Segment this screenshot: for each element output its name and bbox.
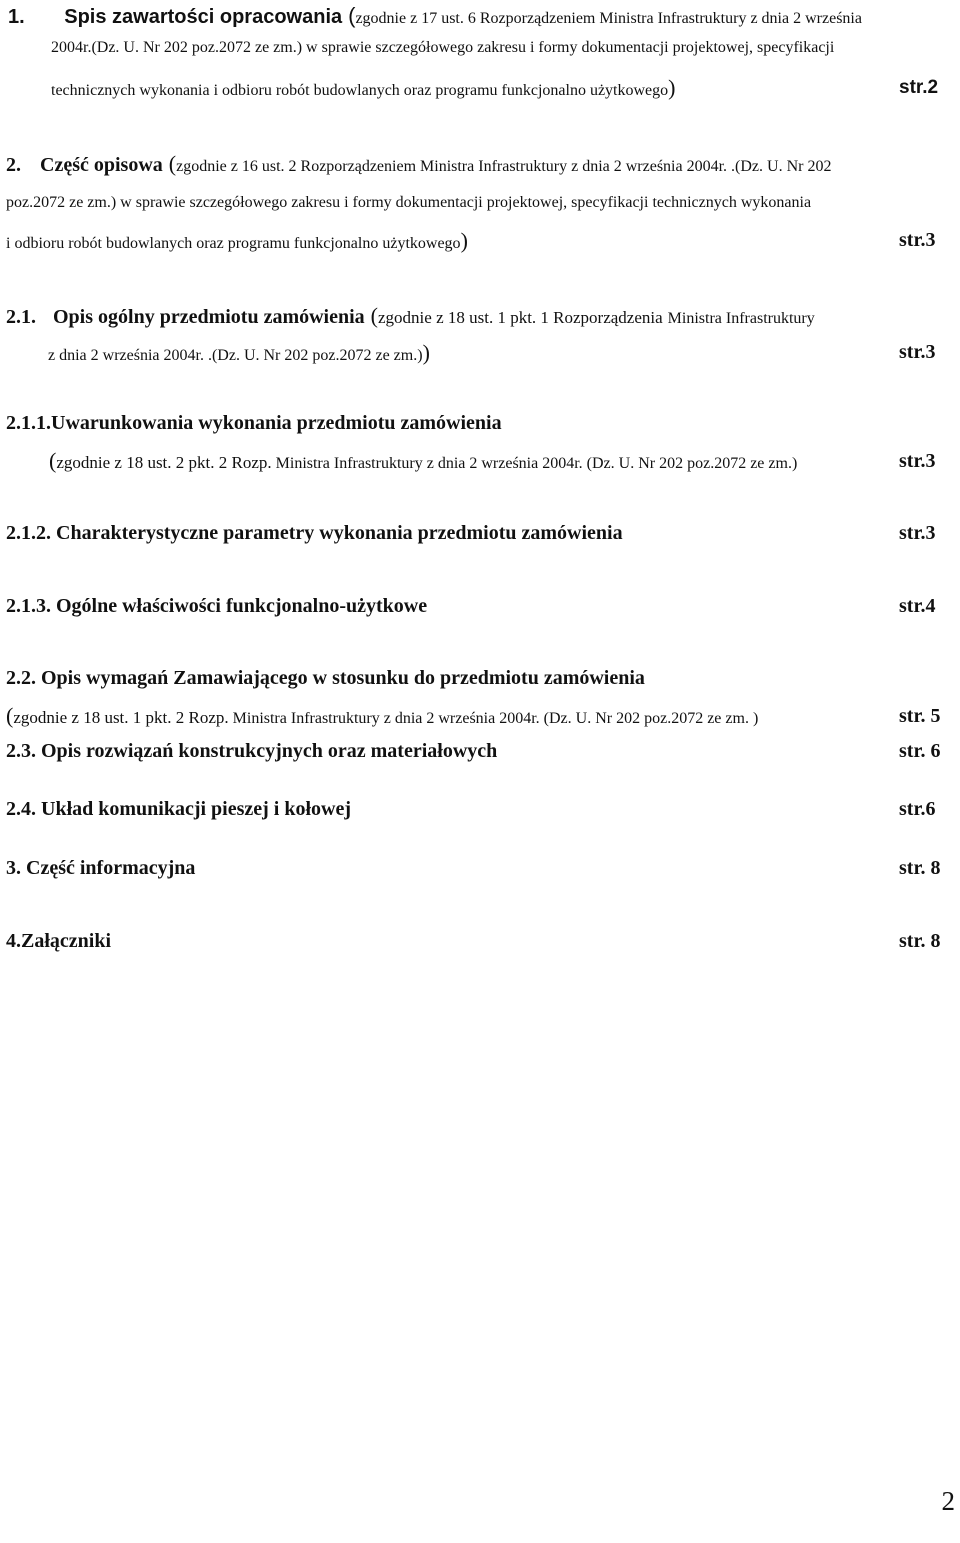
toc-page-ref: str.2 (899, 77, 939, 98)
toc-number: 2.1.3. (6, 595, 51, 617)
toc-reference: zgodnie z 17 ust. 6 Rozporządzeniem Ministra Infrastruktury z dnia 2 września (355, 10, 862, 27)
toc-page-ref: str. 6 (899, 740, 941, 762)
toc-title: Opis ogólny przedmiotu zamówienia (53, 306, 365, 328)
toc-number: 3. (6, 857, 21, 879)
toc-reference: zgodnie z 16 ust. 2 Rozporządzeniem Ministra Infrastruktury z dnia 2 września 2004r. .(Dz. U. Nr 202 (176, 158, 832, 175)
toc-number: 2.1. (6, 306, 36, 328)
toc-page-ref: str. 8 (899, 930, 941, 952)
toc-reference-line: technicznych wykonania i odbioru robót budowlanych oraz programu funkcjonalno użytkowego) (51, 75, 676, 100)
toc-number: 2.3. (6, 740, 36, 762)
toc-page-ref: str. 5 (899, 705, 941, 727)
toc-page-ref: str.3 (899, 450, 936, 472)
toc-reference-line: 2004r.(Dz. U. Nr 202 poz.2072 ze zm.) w sprawie szczegółowego zakresu i formy dokumentacji projektowej, specyfikacji (51, 39, 835, 56)
toc-entry-2-4 (6, 799, 351, 819)
toc-entry-2-1: 2.1. Opis ogólny przedmiotu zamówienia (zgodnie z 18 ust. 1 pkt. 1 Rozporządzenia Ministra Infrastruktury (6, 303, 815, 328)
toc-entry-2-1-3 (6, 596, 427, 616)
toc-entry-2-2 (6, 668, 645, 688)
toc-entry-2: 2. Część opisowa (zgodnie z 16 ust. 2 Rozporządzeniem Ministra Infrastruktury z dnia 2 września 2004r. .(Dz. U. Nr 202 (6, 151, 832, 176)
toc-page-ref: str.3 (899, 522, 936, 544)
toc-title: Opis wymagań Zamawiającego w stosunku do przedmiotu zamówienia (41, 667, 645, 689)
toc-number: 2.1.1. (6, 412, 51, 434)
toc-title: Układ komunikacji pieszej i kołowej (41, 798, 352, 820)
toc-number: 4. (6, 930, 21, 952)
toc-title: Część informacyjna (26, 857, 196, 879)
toc-number: 1. (8, 6, 25, 28)
toc-page-ref: str.6 (899, 798, 936, 820)
toc-entry-2-1-2 (6, 523, 623, 543)
toc-number: 2.2. (6, 667, 36, 689)
toc-reference-line: poz.2072 ze zm.) w sprawie szczegółowego zakresu i formy dokumentacji projektowej, specyfikacji technicznych wykonania (6, 194, 812, 211)
toc-reference: Ministra Infrastruktury (667, 310, 815, 327)
toc-entry-1: 1. Spis zawartości opracowania (zgodnie z 17 ust. 6 Rozporządzeniem Ministra Infrastruktury z dnia 2 września (8, 3, 862, 28)
toc-title: Charakterystyczne parametry wykonania przedmiotu zamówienia (56, 522, 623, 544)
toc-title: Opis rozwiązań konstrukcyjnych oraz materiałowych (41, 740, 498, 762)
toc-number: 2.1.2. (6, 522, 51, 544)
toc-reference-line: (zgodnie z 18 ust. 1 pkt. 2 Rozp. Ministra Infrastruktury z dnia 2 września 2004r. (Dz. U. Nr 202 poz.2072 ze zm. ) (6, 703, 759, 728)
toc-reference: zgodnie z 18 ust. 1 pkt. 1 Rozporządzenia (378, 308, 663, 327)
toc-entry-2-3 (6, 741, 497, 761)
toc-title: Załączniki (21, 930, 112, 952)
toc-page-ref: str.4 (899, 595, 936, 617)
toc-number: 2. (6, 154, 21, 176)
toc-title: Uwarunkowania wykonania przedmiotu zamówienia (51, 412, 502, 434)
toc-entry-2-1-1 (6, 413, 502, 433)
toc-page-ref: str. 8 (899, 857, 941, 879)
toc-page-ref: str.3 (899, 229, 936, 251)
toc-page-ref: str.3 (899, 341, 936, 363)
toc-reference-line: (zgodnie z 18 ust. 2 pkt. 2 Rozp. Ministra Infrastruktury z dnia 2 września 2004r. (Dz. U. Nr 202 poz.2072 ze zm.) (49, 448, 798, 473)
toc-entry-4 (6, 931, 111, 951)
toc-title: Spis zawartości opracowania (64, 6, 343, 28)
toc-title: Część opisowa (40, 154, 163, 176)
toc-title: Ogólne właściwości funkcjonalno-użytkowe (56, 595, 428, 617)
toc-reference-line: i odbioru robót budowlanych oraz programu funkcjonalno użytkowego) (6, 228, 468, 253)
toc-entry-3 (6, 858, 195, 878)
toc-number: 2.4. (6, 798, 36, 820)
toc-reference-line: z dnia 2 września 2004r. .(Dz. U. Nr 202 poz.2072 ze zm.)) (48, 340, 430, 365)
page-number: 2 (941, 1486, 955, 1516)
